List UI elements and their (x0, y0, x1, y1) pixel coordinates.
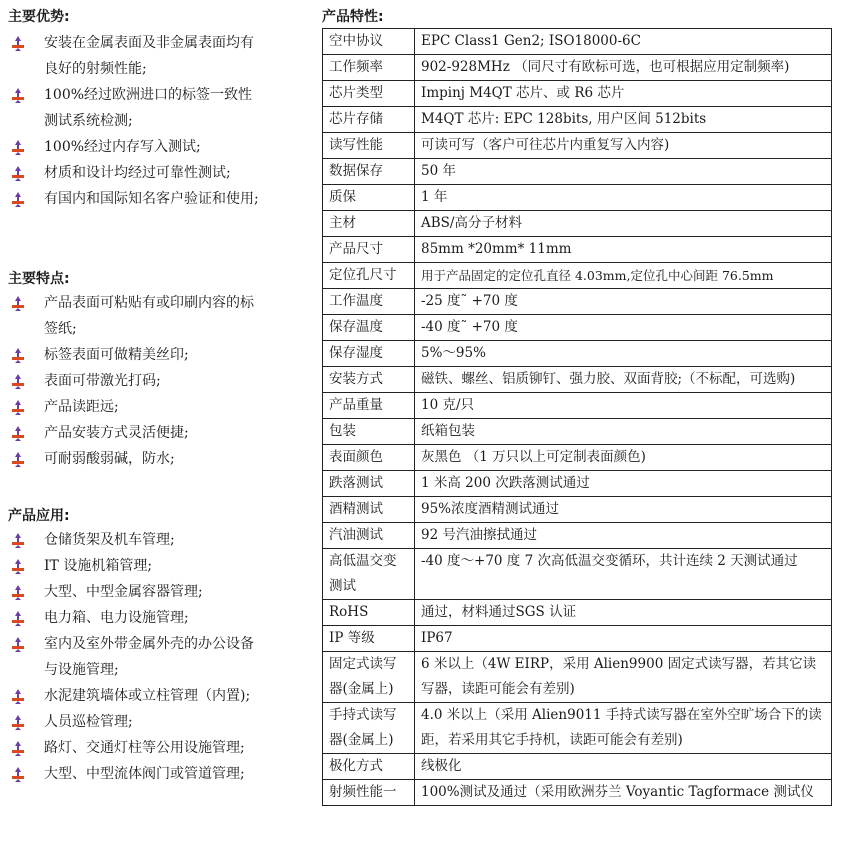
bullet-arrow-icon (10, 584, 26, 600)
table-row (323, 107, 832, 133)
spec-value: 100%测试及通过（采用欧洲芬兰 Voyantic Tagformace 测试仪 (415, 780, 832, 806)
spec-value: -40 度～+70 度 7 次高低温交变循环，共计连续 2 天测试通过 (415, 549, 832, 600)
bullet-arrow-icon (10, 636, 26, 652)
spec-value: M4QT 芯片: EPC 128bits, 用户区间 512bits (415, 107, 832, 133)
spec-value: 灰黑色 （1 万只以上可定制表面颜色) (415, 445, 832, 471)
spec-key: 高低温交变测试 (323, 549, 415, 600)
list-item: 产品安装方式灵活便捷; (8, 420, 266, 446)
bullet-arrow-icon (10, 425, 26, 441)
table-row (323, 626, 832, 652)
spec-key: 质保 (323, 185, 415, 211)
spec-value: 50 年 (415, 159, 832, 185)
spec-key: 射频性能一 (323, 780, 415, 806)
spec-value: 92 号汽油擦拭通过 (415, 523, 832, 549)
list-item: 人员巡检管理; (8, 709, 266, 735)
spec-key: 工作频率 (323, 55, 415, 81)
table-row (323, 263, 832, 289)
spec-value: 用于产品固定的定位孔直径 4.03mm,定位孔中心间距 76.5mm (415, 263, 832, 289)
table-row (323, 237, 832, 263)
spec-value: EPC Class1 Gen2; ISO18000-6C (415, 29, 832, 55)
spec-key: 汽油测试 (323, 523, 415, 549)
list-item: 电力箱、电力设施管理; (8, 605, 266, 631)
list-item: 有国内和国际知名客户验证和使用; (8, 186, 266, 212)
spec-value: 10 克/只 (415, 393, 832, 419)
spec-table (322, 28, 832, 806)
table-row (323, 289, 832, 315)
list-item: 产品表面可粘贴有或印刷内容的标签纸; (8, 290, 266, 342)
features-title: 主要特点: (8, 271, 70, 287)
table-row (323, 211, 832, 237)
bullet-arrow-icon (10, 87, 26, 103)
spec-value: 1 米高 200 次跌落测试通过 (415, 471, 832, 497)
bullet-arrow-icon (10, 688, 26, 704)
spec-key: 定位孔尺寸 (323, 263, 415, 289)
table-row (323, 29, 832, 55)
bullet-arrow-icon (10, 373, 26, 389)
bullet-arrow-icon (10, 295, 26, 311)
table-row (323, 471, 832, 497)
spec-key: 数据保存 (323, 159, 415, 185)
table-row (323, 81, 832, 107)
table-row (323, 703, 832, 754)
spec-key: 产品重量 (323, 393, 415, 419)
table-row (323, 754, 832, 780)
list-item: 材质和设计均经过可靠性测试; (8, 160, 266, 186)
bullet-arrow-icon (10, 399, 26, 415)
table-row (323, 523, 832, 549)
table-row (323, 133, 832, 159)
spec-key: 读写性能 (323, 133, 415, 159)
table-row (323, 652, 832, 703)
table-row (323, 549, 832, 600)
table-row (323, 55, 832, 81)
advantages-list (8, 30, 308, 212)
spec-key: 芯片存储 (323, 107, 415, 133)
table-row (323, 159, 832, 185)
spec-key: RoHS (323, 600, 415, 626)
features-list (8, 290, 308, 472)
spec-value: ABS/高分子材料 (415, 211, 832, 237)
spec-value: 85mm *20mm* 11mm (415, 237, 832, 263)
list-item: 100%经过欧洲进口的标签一致性测试系统检测; (8, 82, 266, 134)
list-item: 表面可带激光打码; (8, 368, 266, 394)
table-row (323, 315, 832, 341)
table-row (323, 367, 832, 393)
table-row (323, 780, 832, 806)
spec-value: IP67 (415, 626, 832, 652)
list-item: 室内及室外带金属外壳的办公设备与设施管理; (8, 631, 266, 683)
list-item: 标签表面可做精美丝印; (8, 342, 266, 368)
list-item: 水泥建筑墙体或立柱管理（内置); (8, 683, 266, 709)
table-row (323, 419, 832, 445)
spec-value: 6 米以上（4W EIRP，采用 Alien9900 固定式读写器，若其它读写器，读距可能会有差别) (415, 652, 832, 703)
spec-key: 跌落测试 (323, 471, 415, 497)
spec-value: 1 年 (415, 185, 832, 211)
spec-key: 安装方式 (323, 367, 415, 393)
spec-value: 线极化 (415, 754, 832, 780)
spec-key: 手持式读写器(金属上) (323, 703, 415, 754)
table-row (323, 185, 832, 211)
list-item: 产品读距远; (8, 394, 266, 420)
spec-value: 纸箱包装 (415, 419, 832, 445)
spec-key: 保存温度 (323, 315, 415, 341)
spec-value: 磁铁、螺丝、铝质铆钉、强力胶、双面背胶;（不标配，可选购) (415, 367, 832, 393)
spec-key: IP 等级 (323, 626, 415, 652)
list-item: 安装在金属表面及非金属表面均有良好的射频性能; (8, 30, 266, 82)
bullet-arrow-icon (10, 766, 26, 782)
bullet-arrow-icon (10, 165, 26, 181)
table-row (323, 600, 832, 626)
spec-key: 主材 (323, 211, 415, 237)
spec-key: 极化方式 (323, 754, 415, 780)
list-item: 可耐弱酸弱碱，防水; (8, 446, 266, 472)
table-row (323, 393, 832, 419)
list-item: 大型、中型金属容器管理; (8, 579, 266, 605)
spec-key: 产品尺寸 (323, 237, 415, 263)
spec-value: -25 度˜ +70 度 (415, 289, 832, 315)
bullet-arrow-icon (10, 35, 26, 51)
list-item: 大型、中型流体阀门或管道管理; (8, 761, 266, 787)
spec-value: 通过，材料通过SGS 认证 (415, 600, 832, 626)
spec-key: 包装 (323, 419, 415, 445)
spec-key: 固定式读写器(金属上) (323, 652, 415, 703)
applications-list (8, 527, 308, 787)
spec-value: 95%浓度酒精测试通过 (415, 497, 832, 523)
table-row (323, 497, 832, 523)
spec-key: 空中协议 (323, 29, 415, 55)
bullet-arrow-icon (10, 347, 26, 363)
spec-key: 保存湿度 (323, 341, 415, 367)
spec-value: 5%～95% (415, 341, 832, 367)
list-item: 100%经过内存写入测试; (8, 134, 266, 160)
bullet-arrow-icon (10, 610, 26, 626)
spec-key: 芯片类型 (323, 81, 415, 107)
spec-value: 可读可写（客户可往芯片内重复写入内容) (415, 133, 832, 159)
spec-key: 酒精测试 (323, 497, 415, 523)
spec-value: 902-928MHz （同尺寸有欧标可选，也可根据应用定制频率) (415, 55, 832, 81)
bullet-arrow-icon (10, 558, 26, 574)
list-item: 仓储货架及机车管理; (8, 527, 266, 553)
bullet-arrow-icon (10, 714, 26, 730)
table-row (323, 341, 832, 367)
spec-key: 工作温度 (323, 289, 415, 315)
bullet-arrow-icon (10, 532, 26, 548)
bullet-arrow-icon (10, 451, 26, 467)
applications-title: 产品应用: (8, 508, 70, 524)
spec-value: Impinj M4QT 芯片、或 R6 芯片 (415, 81, 832, 107)
spec-value: 4.0 米以上（采用 Alien9011 手持式读写器在室外空旷场合下的读距，若采用其它手持机，读距可能会有差别) (415, 703, 832, 754)
spec-key: 表面颜色 (323, 445, 415, 471)
list-item: IT 设施机箱管理; (8, 553, 266, 579)
bullet-arrow-icon (10, 191, 26, 207)
advantages-title: 主要优势: (8, 9, 70, 25)
table-row (323, 445, 832, 471)
bullet-arrow-icon (10, 139, 26, 155)
spec-value: -40 度˜ +70 度 (415, 315, 832, 341)
spec-title: 产品特性: (322, 9, 384, 25)
bullet-arrow-icon (10, 740, 26, 756)
list-item: 路灯、交通灯柱等公用设施管理; (8, 735, 266, 761)
